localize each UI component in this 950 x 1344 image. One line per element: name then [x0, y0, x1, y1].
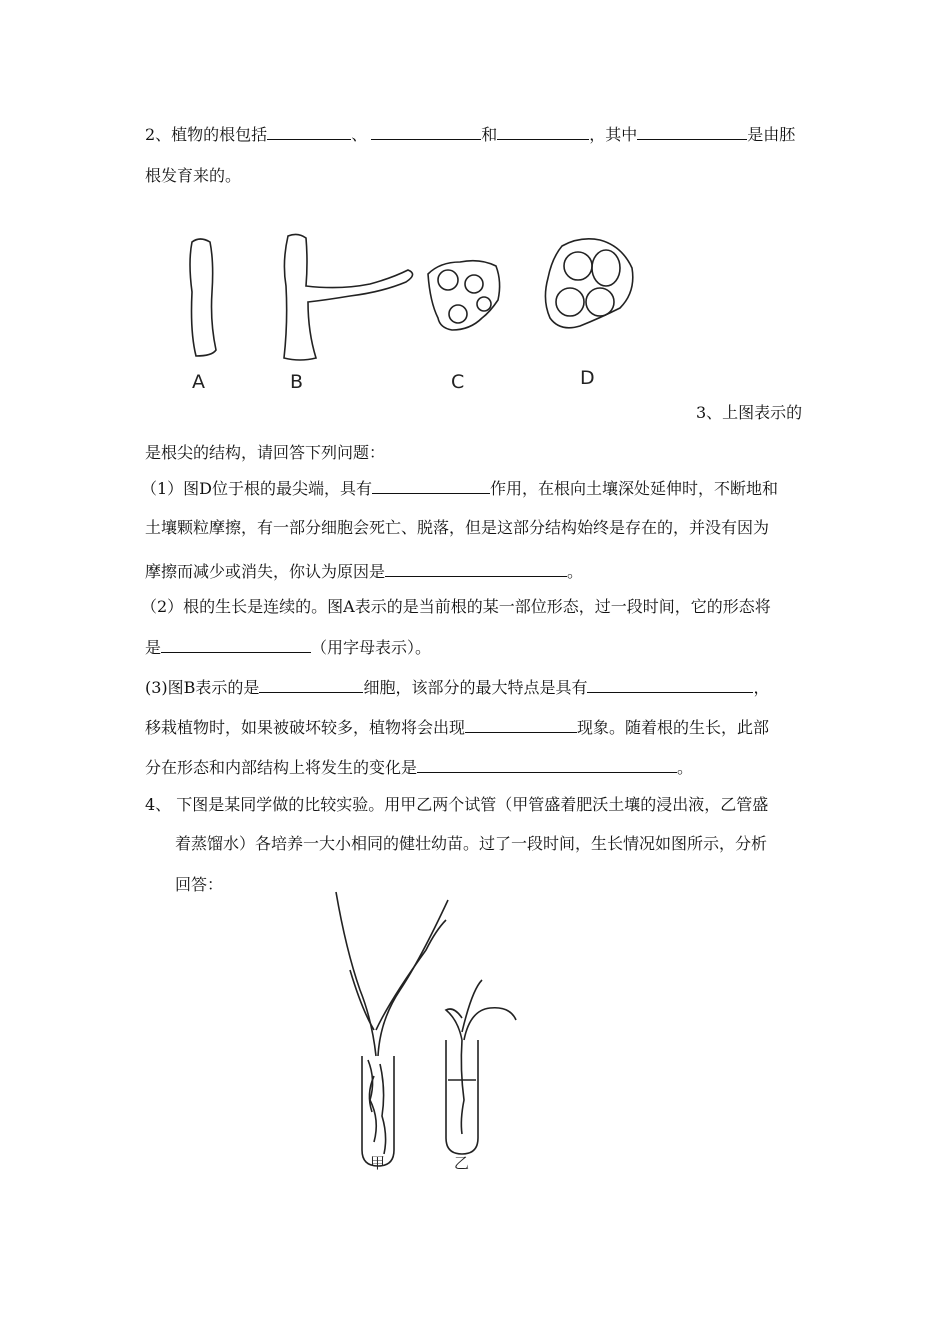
q3-p3-text-f: 分在形态和内部结构上将发生的变化是 [145, 758, 418, 777]
q2-sep2: 和 [481, 125, 498, 144]
q2-text-a: 2、植物的根包括 [145, 125, 268, 144]
q3-p3-text-b: 细胞，该部分的最大特点是具有 [363, 678, 588, 697]
q3-p3-text-e: 现象。随着根的生长，此部 [577, 718, 770, 737]
q3-p3-line3 [145, 757, 693, 778]
q2-line2: 根发育来的。 [145, 166, 242, 185]
q2-sep1: 、 [351, 125, 368, 144]
figure-label-b: B [290, 371, 304, 393]
q3-intro-line2: 是根尖的结构，请回答下列问题： [145, 443, 386, 462]
answer-blank[interactable] [465, 717, 577, 733]
q3-p3-line2 [145, 717, 769, 738]
q3-p1-text-d: 。 [567, 562, 584, 581]
q3-p2-text-a: 是 [145, 638, 162, 657]
q3-p1-text-c: 摩擦而减少或消失，你认为原因是 [145, 562, 386, 581]
q2-line1 [145, 124, 795, 145]
answer-blank[interactable] [417, 757, 677, 773]
cell-d-shape [545, 239, 632, 328]
q3-p1-line3 [145, 561, 583, 582]
cell-c-shape [428, 261, 500, 330]
q3-p1-text-a: （1）图D位于根的最尖端，具有 [141, 479, 373, 498]
q3-intro-right: 3、上图表示的 [696, 403, 803, 422]
q3-p2-text-b: （用字母表示）。 [311, 638, 432, 657]
cell-b-shape [284, 234, 413, 360]
tube-jia [336, 892, 448, 1166]
q4-line2: 着蒸馏水）各培养一大小相同的健壮幼苗。过了一段时间，生长情况如图所示，分析 [175, 834, 768, 853]
answer-blank[interactable] [259, 677, 363, 693]
q3-p1-text-b: 作用，在根向土壤深处延伸时，不断地和 [490, 479, 779, 498]
answer-blank[interactable] [587, 677, 753, 693]
answer-blank[interactable] [637, 124, 747, 140]
answer-blank[interactable] [371, 124, 481, 140]
q2-text-b: ，其中 [589, 125, 638, 144]
q3-p3-text-d: 移栽植物时，如果被破坏较多，植物将会出现 [145, 718, 466, 737]
root-cells-figure [170, 222, 670, 402]
q3-p1-line2: 土壤颗粒摩擦，有一部分细胞会死亡、脱落，但是这部分结构始终是存在的，并没有因为 [145, 518, 770, 537]
figure-label-yi: 乙 [454, 1154, 470, 1172]
figure-label-d: D [580, 367, 595, 389]
q3-p3-text-g: 。 [677, 758, 694, 777]
q4-line1: 4、 下图是某同学做的比较实验。用甲乙两个试管（甲管盛着肥沃土壤的浸出液，乙管盛 [145, 795, 769, 814]
figure-label-jia: 甲 [370, 1154, 386, 1172]
q2-text-c: 是由胚 [747, 125, 796, 144]
q3-p3-text-a: (3)图B表示的是 [145, 678, 260, 697]
q3-p1-line1 [141, 478, 778, 499]
cell-a-shape [190, 239, 216, 356]
answer-blank[interactable] [267, 124, 351, 140]
q4-line3: 回答： [175, 875, 224, 894]
figure-label-a: A [192, 371, 205, 393]
tube-yi [446, 980, 516, 1154]
q3-p3-text-c: ， [753, 678, 770, 697]
q3-p3-line1 [145, 677, 769, 698]
figure-label-c: C [451, 371, 465, 393]
answer-blank[interactable] [497, 124, 589, 140]
answer-blank[interactable] [385, 561, 567, 577]
q3-p2-line2 [145, 637, 431, 658]
answer-blank[interactable] [161, 637, 311, 653]
answer-blank[interactable] [372, 478, 490, 494]
q3-p2-line1: （2）根的生长是连续的。图A表示的是当前根的某一部位形态，过一段时间，它的形态将 [141, 597, 771, 616]
seedling-tubes-figure [250, 880, 580, 1180]
